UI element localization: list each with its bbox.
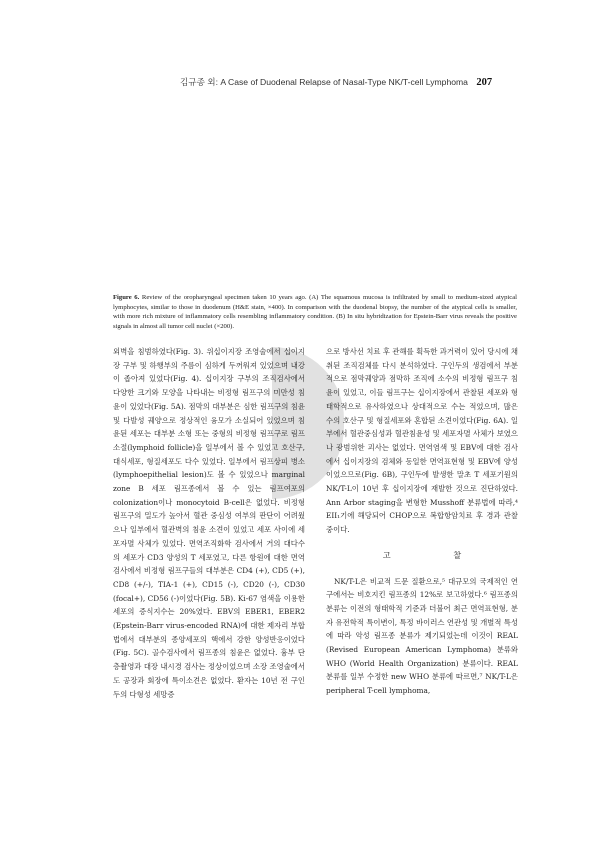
figure-caption	[113, 293, 517, 331]
running-header	[180, 76, 493, 88]
section-title-discussion: 고 찰	[382, 549, 492, 560]
left-paragraph: 외벽을 침범하였다(Fig. 3). 위십이지장 조영술에서 십이지장 구부 및 하행부의 주름이 심하게 두꺼워져 있었으며 내강이 좁아져 있었다(Fig. 4). 십이지장 구부의 조직검사에서 다양한 크기와 모양을 나타내는 비정형 림프구의 미만성 침윤이 있었다(Fig. 5A). 점막의 대부분은 심한 림프구의 침윤 및 다발성 궤양으로 정상적인 융모가 소실되어 있었으며 침윤된 세포는 대부분 소형 또는 중형의 비정형 림프구로 림프소절(lymphoid follicle)을 일부에서 볼 수 있었고 호산구, 대식세포, 형질세포도 다수 있었다. 일부에서 림프상피 병소(lymphoepithelial lesion)도 볼 수 있었으나 marginal zone B 세포 림프종에서 볼 수 있는 림프여포의 colonization이나 monocytoid B-cell은 없었다. 비정형 림프구의 밀도가 높아서 혈관 중심성 여부의 판단이 어려웠으나 일부에서 혈관벽의 침윤 소견이 있었고 세포 사이에 세포자멸 사체가 있었다. 면역조직화학 검사에서 거의 대다수의 세포가 CD3 양성의 T 세포였고, 다른 항원에 대한 면역검사에서 비정형 림프구들의 대부분은 CD4 (+), CD5 (+), CD8 (+/-), TIA-1 (+), CD15 (-), CD20 (-), CD30 (focal+), CD56 (-)이었다(Fig. 5B). Ki-67 염색을 이용한 세포의 증식지수는 20%였다. EBV의 EBER1, EBER2 (Epstein-Barr virus-encoded RNA)에 대한 제자리 부합법에서 대부분의 종양세포의 핵에서 강한 양성반응이었다(Fig. 5C). 골수검사에서 림프종의 침윤은 없었다. 흉부 단층촬영과 대장 내시경 검사는 정상이었으며 소장 조영술에서도 공장과 회장에 특이소견은 없었다. 환자는 10년 전 구인두의 다형성 세망증	[113, 347, 305, 699]
left-column	[113, 345, 305, 701]
caption-text: Review of the oropharyngeal specimen taken 10 years ago. (A) The squamous mucosa is infiltrated by small to medium-sized atypical lymphocytes, similar to those in duodenum (H&E stain, ×400). In comparison with the duodenal biopsy, the number of the atypical cells is smaller, with more rich mixture of inflammatory cells resembling inflammatory condition. (B) In situ hybridization for Epstein-Barr virus reveals the positive signals in almost all tumor cell nuclei (×200).	[113, 294, 517, 330]
page-number: 207	[476, 77, 493, 88]
figure-6-image-area	[112, 100, 516, 280]
right-column	[326, 345, 518, 698]
caption-label: Figure 6.	[113, 294, 140, 301]
running-title: 김규종 외: A Case of Duodenal Relapse of Nasal-Type NK/T-cell Lymphoma	[180, 77, 468, 87]
right-paragraph-2: NK/T-L은 비교적 드문 질환으로,⁵ 대규모의 국제적인 연구에서는 비호지킨 림프종의 12%로 보고하였다.⁶ 림프종의 분류는 이전의 형태학적 기준과 더불어 최근 면역표현형, 분자 유전학적 특이변이, 특정 바이러스 연관성 및 개별적 특성에 따라 악성 림프종 분류가 제기되었는데 이것이 REAL (Revised European American Lymphoma) 분류와 WHO (World Health Organization) 분류이다. REAL 분류를 일부 수정한 new WHO 분류에 따르면,⁷ NK/T-L은 peripheral T-cell lymphoma,	[326, 576, 518, 696]
right-paragraph-1: 으로 방사선 치료 후 관해를 획득한 과거력이 있어 당시에 채취된 조직검체를 다시 분석하였다. 구인두의 생검에서 부분적으로 점막궤양과 점막하 조직에 소수의 비정형 림프구 침윤이 있었고, 이들 림프구는 십이지장에서 관찰된 세포와 형태학적으로 유사하였으나 상대적으로 수는 적었으며, 많은 수의 호산구 및 형질세포와 혼합된 소견이었다(Fig. 6A). 일부에서 혈관중심성과 혈관침윤성 및 세포자멸 사체가 보였으나 광범위한 괴사는 없었다. 면역염색 및 EBV에 대한 검사에서 십이지장의 검체와 동일한 면역표현형 및 EBV에 양성이었으므로(Fig. 6B), 구인두에 발생한 말초 T 세포기원의 NK/T-L이 10년 후 십이지장에 재발한 것으로 진단하였다. Ann Arbor staging을 변형한 Musshoff 분류법에 따라,⁴ EII₁기에 해당되어 CHOP으로 복합항암치료 후 경과 관찰 중이다.	[326, 347, 518, 535]
